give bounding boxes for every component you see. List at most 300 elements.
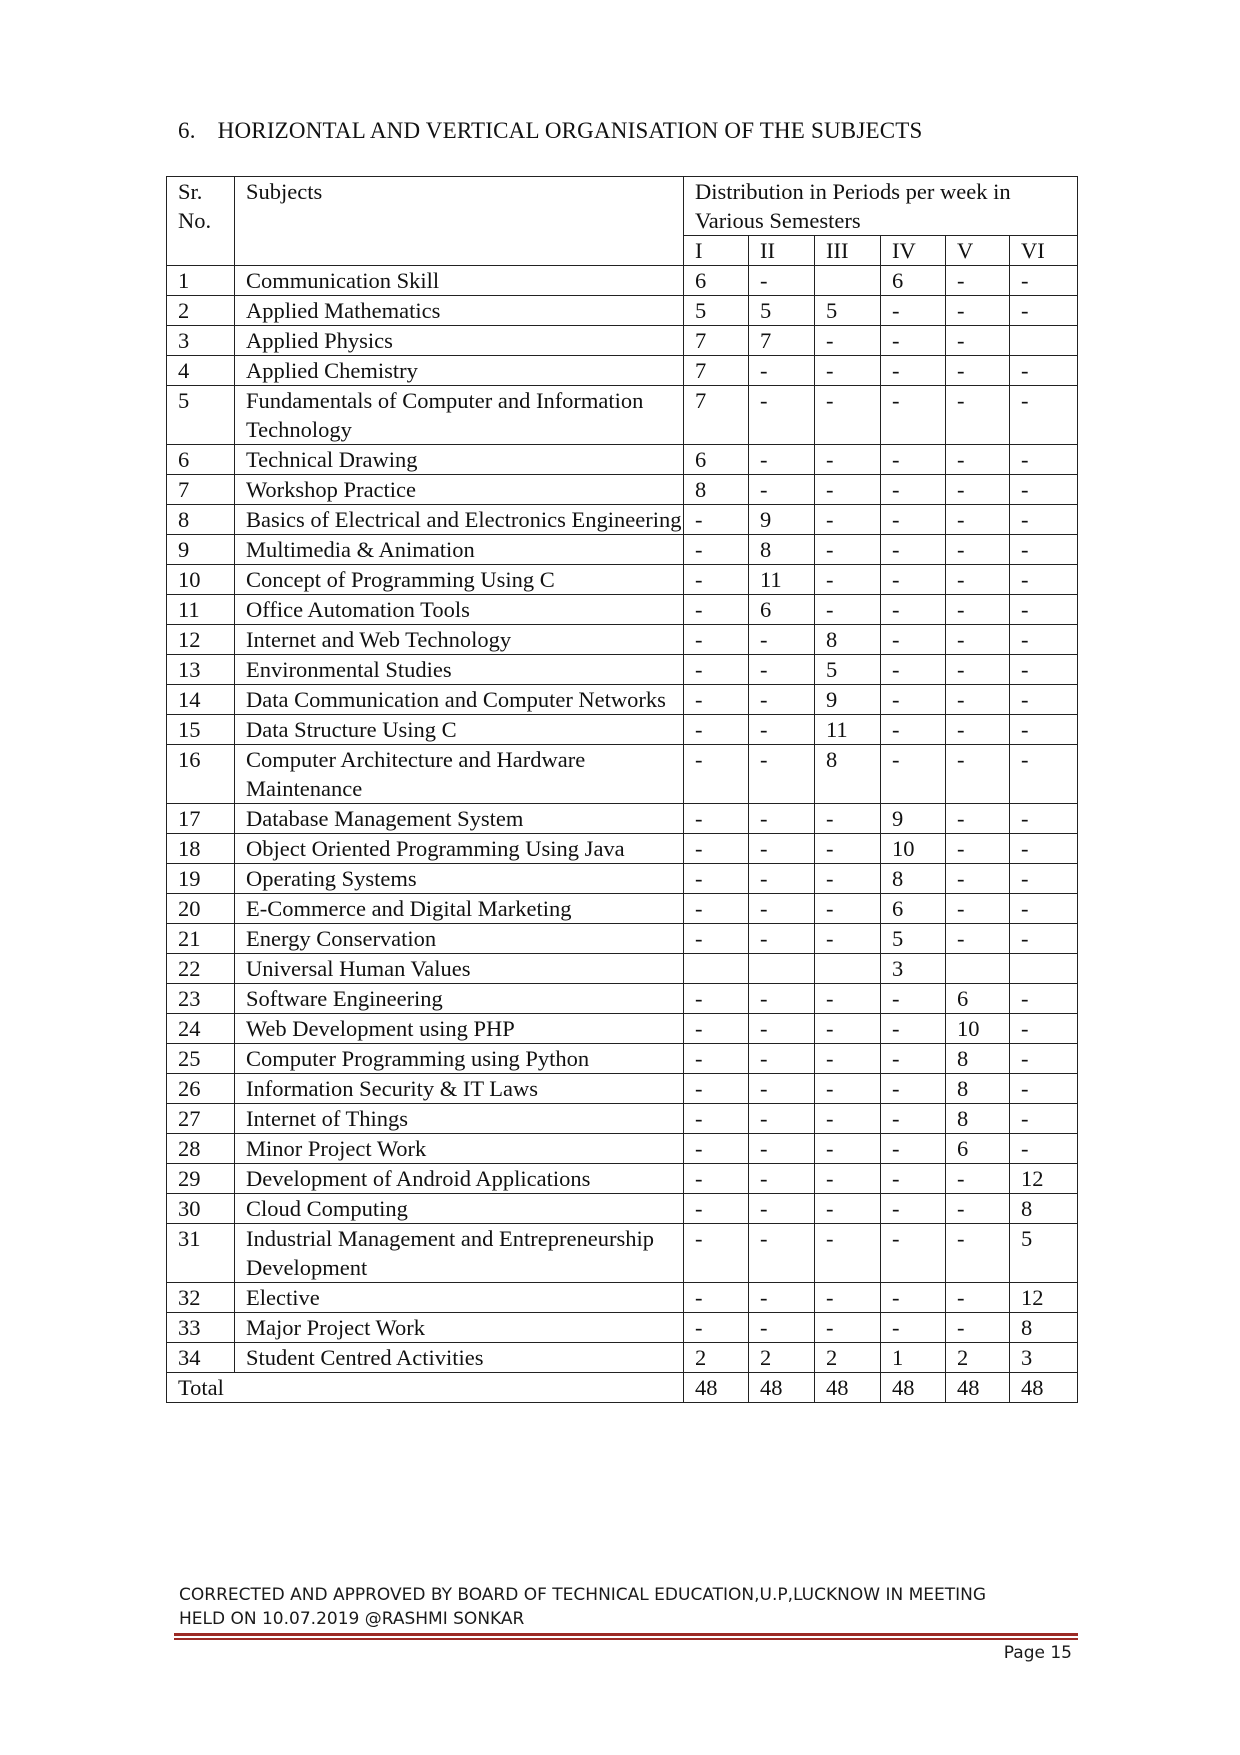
sr-no-cell: 2 (167, 296, 235, 326)
period-cell: - (684, 565, 749, 595)
period-cell: - (684, 1283, 749, 1313)
table-row (167, 1104, 1078, 1134)
subject-cell: Object Oriented Programming Using Java (235, 834, 684, 864)
period-cell: - (946, 685, 1010, 715)
subject-cell: Energy Conservation (235, 924, 684, 954)
table-row (167, 1074, 1078, 1104)
period-cell: 12 (1010, 1164, 1078, 1194)
period-cell: - (946, 1224, 1010, 1283)
period-cell: - (815, 595, 881, 625)
period-cell: - (881, 475, 946, 505)
period-cell: - (946, 834, 1010, 864)
sr-no-cell: 19 (167, 864, 235, 894)
period-cell: - (946, 804, 1010, 834)
period-cell: - (1010, 804, 1078, 834)
period-cell: - (749, 1164, 815, 1194)
period-cell: - (815, 864, 881, 894)
period-cell: 5 (1010, 1224, 1078, 1283)
sr-no-cell: 14 (167, 685, 235, 715)
table-row (167, 266, 1078, 296)
subject-cell: Environmental Studies (235, 655, 684, 685)
period-cell: 7 (749, 326, 815, 356)
period-cell: - (815, 475, 881, 505)
table-row (167, 1164, 1078, 1194)
period-cell: - (1010, 834, 1078, 864)
table-row (167, 296, 1078, 326)
period-cell: - (1010, 445, 1078, 475)
period-cell: - (946, 386, 1010, 445)
period-cell: - (684, 1014, 749, 1044)
period-cell: - (881, 535, 946, 565)
period-cell: - (881, 445, 946, 475)
period-cell: 5 (684, 296, 749, 326)
footer-divider-thin (174, 1638, 1078, 1640)
subject-cell: Operating Systems (235, 864, 684, 894)
period-cell: - (684, 1134, 749, 1164)
period-cell: 12 (1010, 1283, 1078, 1313)
section-heading (178, 118, 923, 144)
subject-cell: Internet of Things (235, 1104, 684, 1134)
subject-cell: Computer Architecture and Hardware Maintenance (235, 745, 684, 804)
period-cell: - (946, 625, 1010, 655)
table-row (167, 894, 1078, 924)
header-subjects: Subjects (235, 177, 684, 266)
subject-cell: Major Project Work (235, 1313, 684, 1343)
sr-no-cell: 11 (167, 595, 235, 625)
table-row (167, 655, 1078, 685)
total-label: Total (167, 1373, 684, 1403)
period-cell: - (749, 864, 815, 894)
period-cell: - (815, 924, 881, 954)
period-cell: - (749, 655, 815, 685)
period-cell (1010, 954, 1078, 984)
period-cell: - (684, 535, 749, 565)
subject-cell: Minor Project Work (235, 1134, 684, 1164)
period-cell: 11 (749, 565, 815, 595)
period-cell: - (815, 1044, 881, 1074)
period-cell: 8 (1010, 1194, 1078, 1224)
period-cell: - (881, 326, 946, 356)
subject-cell: Applied Chemistry (235, 356, 684, 386)
period-cell: - (881, 715, 946, 745)
period-cell: - (749, 715, 815, 745)
sr-no-cell: 5 (167, 386, 235, 445)
period-cell: - (946, 565, 1010, 595)
period-cell: - (684, 625, 749, 655)
period-cell: - (749, 894, 815, 924)
footer-divider (174, 1633, 1078, 1636)
sr-no-cell: 32 (167, 1283, 235, 1313)
period-cell: - (946, 715, 1010, 745)
period-cell: - (1010, 266, 1078, 296)
period-cell: - (946, 356, 1010, 386)
period-cell: 11 (815, 715, 881, 745)
period-cell: - (749, 1044, 815, 1074)
period-cell: - (881, 356, 946, 386)
period-cell: - (684, 1194, 749, 1224)
period-cell: - (1010, 595, 1078, 625)
period-cell: 2 (749, 1343, 815, 1373)
subject-cell: Computer Programming using Python (235, 1044, 684, 1074)
period-cell: - (1010, 924, 1078, 954)
sr-no-cell: 16 (167, 745, 235, 804)
table-row (167, 595, 1078, 625)
period-cell: - (946, 505, 1010, 535)
period-cell: - (684, 1074, 749, 1104)
period-cell: 6 (881, 894, 946, 924)
period-cell: - (684, 1313, 749, 1343)
period-cell: - (1010, 655, 1078, 685)
total-period-cell: 48 (815, 1373, 881, 1403)
sr-no-cell: 22 (167, 954, 235, 984)
header-semester-1: I (684, 236, 749, 266)
period-cell: - (684, 1044, 749, 1074)
subject-cell: Technical Drawing (235, 445, 684, 475)
sr-no-cell: 31 (167, 1224, 235, 1283)
period-cell: - (881, 1164, 946, 1194)
period-cell: - (749, 924, 815, 954)
period-cell: - (749, 445, 815, 475)
period-cell: - (946, 864, 1010, 894)
subject-cell: Office Automation Tools (235, 595, 684, 625)
period-cell: - (1010, 864, 1078, 894)
header-semester-5: V (946, 236, 1010, 266)
period-cell: - (684, 745, 749, 804)
period-cell: 8 (946, 1044, 1010, 1074)
sr-no-cell: 10 (167, 565, 235, 595)
section-title: HORIZONTAL AND VERTICAL ORGANISATION OF THE SUBJECTS (217, 118, 923, 143)
table-row (167, 326, 1078, 356)
period-cell (815, 266, 881, 296)
table-row (167, 804, 1078, 834)
period-cell: - (881, 1044, 946, 1074)
period-cell: - (749, 1104, 815, 1134)
period-cell: - (1010, 535, 1078, 565)
sr-no-cell: 28 (167, 1134, 235, 1164)
period-cell: - (749, 1134, 815, 1164)
total-period-cell: 48 (1010, 1373, 1078, 1403)
period-cell: 5 (881, 924, 946, 954)
period-cell: - (815, 1074, 881, 1104)
sr-no-cell: 3 (167, 326, 235, 356)
period-cell: - (1010, 1134, 1078, 1164)
table-row (167, 1224, 1078, 1283)
sr-no-cell: 15 (167, 715, 235, 745)
period-cell: - (946, 1283, 1010, 1313)
table-row (167, 565, 1078, 595)
period-cell: - (684, 505, 749, 535)
period-cell: 6 (946, 1134, 1010, 1164)
period-cell: 10 (946, 1014, 1010, 1044)
subject-cell: Workshop Practice (235, 475, 684, 505)
period-cell: - (1010, 505, 1078, 535)
period-cell: - (749, 745, 815, 804)
sr-no-cell: 7 (167, 475, 235, 505)
period-cell: - (881, 1313, 946, 1343)
header-semester-6: VI (1010, 236, 1078, 266)
period-cell: 8 (946, 1074, 1010, 1104)
period-cell: 5 (815, 655, 881, 685)
period-cell: - (946, 924, 1010, 954)
subject-cell: Data Structure Using C (235, 715, 684, 745)
period-cell: - (815, 1104, 881, 1134)
subjects-table (166, 176, 1078, 1403)
period-cell: - (1010, 685, 1078, 715)
period-cell: - (684, 1104, 749, 1134)
period-cell: - (684, 685, 749, 715)
footer-line-1: CORRECTED AND APPROVED BY BOARD OF TECHNICAL EDUCATION,U.P,LUCKNOW IN MEETING (179, 1585, 987, 1605)
sr-no-cell: 1 (167, 266, 235, 296)
period-cell: 8 (749, 535, 815, 565)
period-cell: - (881, 1074, 946, 1104)
subject-cell: Data Communication and Computer Networks (235, 685, 684, 715)
period-cell: - (749, 1313, 815, 1343)
period-cell: - (946, 1194, 1010, 1224)
subject-cell: Concept of Programming Using C (235, 565, 684, 595)
period-cell: - (749, 356, 815, 386)
period-cell: 1 (881, 1343, 946, 1373)
period-cell: - (815, 984, 881, 1014)
period-cell: - (881, 565, 946, 595)
subject-cell: Software Engineering (235, 984, 684, 1014)
period-cell: - (815, 565, 881, 595)
sr-no-cell: 20 (167, 894, 235, 924)
subject-cell: Information Security & IT Laws (235, 1074, 684, 1104)
period-cell: - (815, 386, 881, 445)
total-period-cell: 48 (684, 1373, 749, 1403)
subject-cell: Cloud Computing (235, 1194, 684, 1224)
period-cell: - (684, 984, 749, 1014)
header-distribution: Distribution in Periods per week in Various Semesters (684, 177, 1078, 236)
period-cell: 3 (1010, 1343, 1078, 1373)
period-cell: 8 (815, 625, 881, 655)
period-cell: - (815, 1224, 881, 1283)
table-row (167, 1343, 1078, 1373)
period-cell: - (1010, 625, 1078, 655)
period-cell: - (1010, 984, 1078, 1014)
period-cell: - (749, 804, 815, 834)
period-cell: 6 (749, 595, 815, 625)
table-row (167, 356, 1078, 386)
period-cell: - (684, 715, 749, 745)
period-cell: - (881, 685, 946, 715)
period-cell: - (946, 475, 1010, 505)
subject-cell: Database Management System (235, 804, 684, 834)
period-cell: - (946, 655, 1010, 685)
subject-cell: Communication Skill (235, 266, 684, 296)
period-cell: - (881, 1134, 946, 1164)
period-cell: - (881, 505, 946, 535)
period-cell: - (815, 326, 881, 356)
footer-line-2: HELD ON 10.07.2019 @RASHMI SONKAR (179, 1609, 525, 1629)
table-row (167, 535, 1078, 565)
period-cell: 6 (684, 445, 749, 475)
period-cell: - (1010, 296, 1078, 326)
sr-no-cell: 17 (167, 804, 235, 834)
period-cell: - (815, 535, 881, 565)
sr-no-cell: 9 (167, 535, 235, 565)
period-cell: - (749, 1224, 815, 1283)
sr-no-cell: 33 (167, 1313, 235, 1343)
period-cell: - (881, 296, 946, 326)
sr-no-cell: 4 (167, 356, 235, 386)
period-cell: - (749, 834, 815, 864)
period-cell: - (749, 1074, 815, 1104)
section-number: 6. (178, 118, 196, 143)
sr-no-cell: 23 (167, 984, 235, 1014)
period-cell: 7 (684, 356, 749, 386)
table-row (167, 386, 1078, 445)
period-cell: - (881, 1283, 946, 1313)
subject-cell: Internet and Web Technology (235, 625, 684, 655)
period-cell: - (684, 924, 749, 954)
sr-no-cell: 13 (167, 655, 235, 685)
period-cell: 9 (881, 804, 946, 834)
table-row (167, 1014, 1078, 1044)
period-cell: - (749, 685, 815, 715)
period-cell: 9 (749, 505, 815, 535)
period-cell: - (881, 1014, 946, 1044)
footer-approval-note (179, 1583, 1079, 1631)
period-cell: - (1010, 715, 1078, 745)
subject-cell: Basics of Electrical and Electronics Engineering (235, 505, 684, 535)
period-cell: - (1010, 475, 1078, 505)
period-cell: - (684, 804, 749, 834)
period-cell: 5 (815, 296, 881, 326)
period-cell: 8 (1010, 1313, 1078, 1343)
sr-no-cell: 25 (167, 1044, 235, 1074)
table-row (167, 924, 1078, 954)
period-cell: - (881, 1194, 946, 1224)
period-cell: - (749, 1194, 815, 1224)
period-cell: - (749, 266, 815, 296)
table-row (167, 475, 1078, 505)
page-number: Page 15 (1003, 1643, 1072, 1663)
period-cell: - (946, 1164, 1010, 1194)
period-cell: - (684, 864, 749, 894)
period-cell: - (881, 625, 946, 655)
period-cell: - (881, 1224, 946, 1283)
period-cell: - (815, 1283, 881, 1313)
table-row (167, 1134, 1078, 1164)
period-cell (1010, 326, 1078, 356)
period-cell: - (684, 894, 749, 924)
sr-no-cell: 26 (167, 1074, 235, 1104)
sr-no-cell: 8 (167, 505, 235, 535)
sr-no-cell: 24 (167, 1014, 235, 1044)
subject-cell: Web Development using PHP (235, 1014, 684, 1044)
table-row (167, 1313, 1078, 1343)
period-cell: - (946, 445, 1010, 475)
period-cell (749, 954, 815, 984)
period-cell: - (1010, 565, 1078, 595)
period-cell: - (815, 505, 881, 535)
period-cell: 2 (946, 1343, 1010, 1373)
period-cell: 5 (749, 296, 815, 326)
sr-no-cell: 21 (167, 924, 235, 954)
period-cell: - (684, 1224, 749, 1283)
period-cell: - (684, 1164, 749, 1194)
period-cell: 2 (684, 1343, 749, 1373)
subject-cell: Development of Android Applications (235, 1164, 684, 1194)
period-cell: - (881, 1104, 946, 1134)
period-cell: - (815, 356, 881, 386)
table-row (167, 505, 1078, 535)
period-cell: - (815, 1194, 881, 1224)
subject-cell: Applied Physics (235, 326, 684, 356)
period-cell: - (1010, 1074, 1078, 1104)
period-cell: - (815, 1134, 881, 1164)
sr-no-cell: 27 (167, 1104, 235, 1134)
period-cell: - (815, 1313, 881, 1343)
period-cell: - (881, 745, 946, 804)
subject-cell: E-Commerce and Digital Marketing (235, 894, 684, 924)
table-row (167, 625, 1078, 655)
sr-no-cell: 6 (167, 445, 235, 475)
period-cell: - (1010, 1044, 1078, 1074)
period-cell: 2 (815, 1343, 881, 1373)
period-cell: - (815, 445, 881, 475)
subject-cell: Elective (235, 1283, 684, 1313)
period-cell (946, 954, 1010, 984)
header-semester-3: III (815, 236, 881, 266)
period-cell: - (881, 386, 946, 445)
period-cell: - (1010, 894, 1078, 924)
subject-cell: Applied Mathematics (235, 296, 684, 326)
period-cell: - (815, 894, 881, 924)
subject-cell: Student Centred Activities (235, 1343, 684, 1373)
period-cell: - (815, 804, 881, 834)
subject-cell: Multimedia & Animation (235, 535, 684, 565)
period-cell: - (1010, 1014, 1078, 1044)
header-semester-4: IV (881, 236, 946, 266)
period-cell: - (1010, 386, 1078, 445)
table-row (167, 1194, 1078, 1224)
period-cell: - (684, 595, 749, 625)
period-cell: 9 (815, 685, 881, 715)
subject-cell: Universal Human Values (235, 954, 684, 984)
period-cell: - (946, 1313, 1010, 1343)
subject-cell: Fundamentals of Computer and Information Technology (235, 386, 684, 445)
total-period-cell: 48 (946, 1373, 1010, 1403)
table-row (167, 1283, 1078, 1313)
header-sr-no: Sr. No. (167, 177, 235, 266)
table-row (167, 1044, 1078, 1074)
period-cell: 10 (881, 834, 946, 864)
sr-no-cell: 29 (167, 1164, 235, 1194)
period-cell: - (881, 984, 946, 1014)
period-cell: 6 (881, 266, 946, 296)
period-cell: 7 (684, 326, 749, 356)
total-row (167, 1373, 1078, 1403)
total-period-cell: 48 (881, 1373, 946, 1403)
period-cell: 8 (946, 1104, 1010, 1134)
period-cell: - (946, 894, 1010, 924)
period-cell: - (946, 535, 1010, 565)
period-cell: - (946, 266, 1010, 296)
header-semester-2: II (749, 236, 815, 266)
sr-no-cell: 34 (167, 1343, 235, 1373)
sr-no-cell: 12 (167, 625, 235, 655)
period-cell: 6 (684, 266, 749, 296)
period-cell: - (946, 296, 1010, 326)
period-cell: - (881, 595, 946, 625)
period-cell: 8 (881, 864, 946, 894)
table-row (167, 445, 1078, 475)
table-row (167, 745, 1078, 804)
total-period-cell: 48 (749, 1373, 815, 1403)
table-row (167, 954, 1078, 984)
